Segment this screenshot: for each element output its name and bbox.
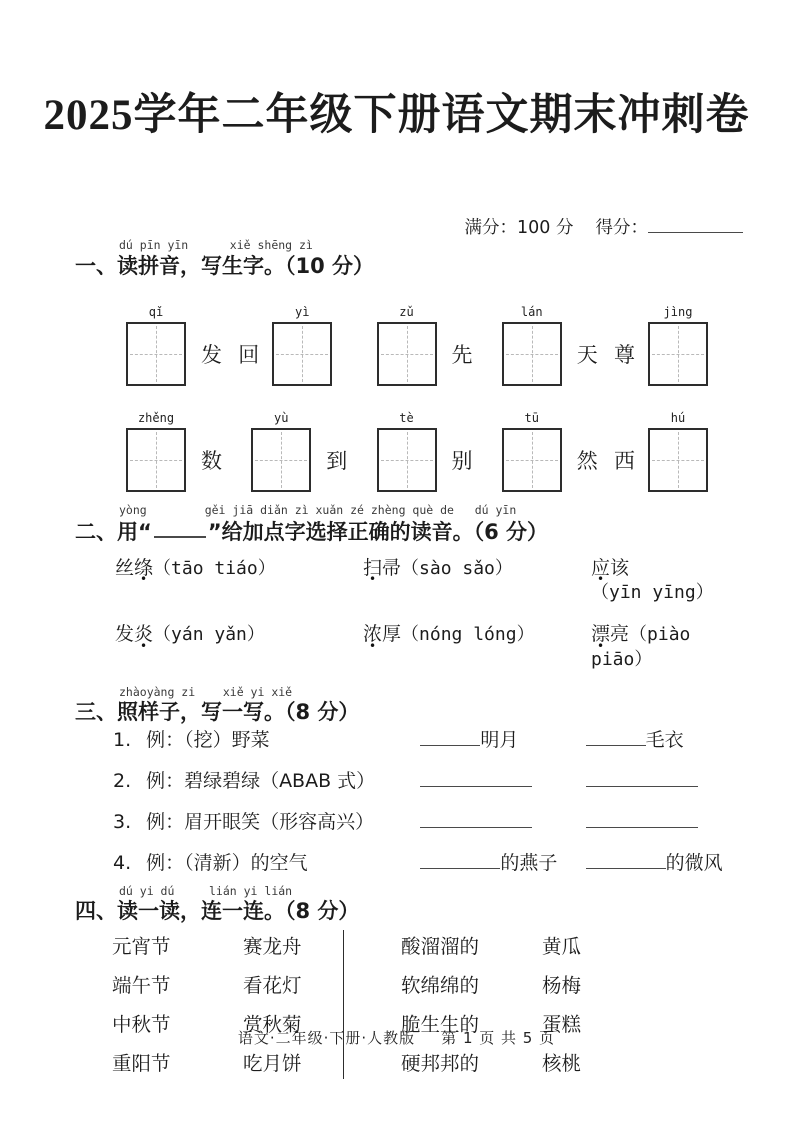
underline-mark-blank [154,517,206,539]
full-score-label: 满分：100 分 [464,217,574,238]
writing-box[interactable] [502,322,562,386]
given-character: 回 [238,342,260,367]
match-item-adjective[interactable]: 软绵绵的 [401,973,480,997]
match-item-food[interactable]: 核桃 [542,1051,582,1075]
match-item-activity[interactable]: 吃月饼 [243,1051,302,1075]
pinyin-options[interactable]: （yīn yīng） [591,582,714,604]
grid-guide-vertical [532,326,533,382]
pinyin-segment: gěi jiā diǎn zì xuǎn zé zhèng què de dú yīn [204,502,517,517]
word-character: 帚 [382,556,402,579]
given-character: 先 [451,342,473,367]
pinyin-label: zhěng [137,410,175,425]
example-row [113,809,751,834]
section-2-heading [75,517,751,546]
answer-blank[interactable] [420,768,532,787]
answer-blank[interactable] [586,727,646,746]
score-input-blank[interactable] [648,215,743,233]
dotted-character: 浓 [363,623,383,646]
grid-guide-vertical [678,432,679,488]
matching-area [112,936,751,1075]
word-character: 丝 [115,556,135,579]
section-3-write-like-example [0,686,793,875]
dotted-character: 绦 [134,556,154,579]
word-character: 发 [115,623,135,646]
write-item [489,304,598,386]
write-item [238,304,347,386]
writing-box[interactable] [126,322,186,386]
adjective-column [401,936,542,1075]
pronunciation-choice-item [363,556,591,605]
grid-guide-vertical [407,326,408,382]
section-1-read-pinyin-write-characters [0,239,793,492]
grid-guide-vertical [281,432,282,488]
writing-box[interactable] [648,428,708,492]
pinyin-segment: yòng [119,502,147,517]
answer-blank[interactable] [586,850,666,869]
match-item-activity[interactable]: 赛龙舟 [243,934,302,958]
example-row [113,768,751,793]
festival-column [112,936,243,1075]
pinyin-options[interactable]: （sào sǎo） [401,557,513,579]
pinyin-options[interactable]: （nóng lóng） [401,624,535,646]
write-item [614,410,723,492]
example-text: 例：（清新）的空气 [146,851,308,874]
pronunciation-choice-item [591,556,751,605]
pronunciation-choice-item [115,556,363,605]
match-item-activity[interactable]: 赏秋菊 [243,1012,302,1036]
suffix-word: 毛衣 [645,728,684,751]
word-character: 厚 [382,623,402,646]
pinyin-label: lán [520,304,543,319]
answer-blank[interactable] [420,850,500,869]
page-title: 2025学年二年级下册语文期末冲刺卷 [43,92,750,139]
writing-box[interactable] [377,428,437,492]
given-character: 然 [576,448,598,473]
pinyin-label: qǐ [148,304,164,319]
dotted-character: 应 [591,556,611,579]
answer-blank[interactable] [586,768,698,787]
match-item-food[interactable]: 黄瓜 [542,934,582,958]
word-character: 该 [610,556,630,579]
grid-guide-vertical [302,326,303,382]
pinyin-label: tè [399,410,414,425]
writing-box[interactable] [272,322,332,386]
section-3-heading: 三、照样子，写一写。（8 分） [75,700,360,725]
write-item [364,304,473,386]
given-character: 西 [614,448,635,473]
match-item-festival[interactable]: 重阳节 [112,1051,171,1075]
item-number: 3. [113,810,132,833]
writing-box[interactable] [648,322,708,386]
pinyin-label [75,504,751,517]
given-character: 到 [326,448,348,473]
pinyin-label: yù [274,410,289,425]
match-item-adjective[interactable]: 酸溜溜的 [401,934,480,958]
pinyin-label: zhàoyàng zi xiě yi xiě [119,684,293,699]
suffix-word: 明月 [480,728,519,751]
section-1-heading: 一、读拼音，写生字。（10 分） [75,253,375,278]
match-item-food[interactable]: 蛋糕 [542,1012,582,1036]
food-column [542,936,581,1075]
pinyin-label: zǔ [399,304,414,319]
answer-blank[interactable] [420,727,480,746]
given-character: 天 [576,342,598,367]
activity-column [243,936,343,1075]
suffix-word: 的微风 [665,851,723,874]
writing-box[interactable] [502,428,562,492]
write-item [489,410,598,492]
answer-blank[interactable] [586,809,698,828]
pinyin-options[interactable]: （tāo tiáo） [153,557,276,579]
match-item-festival[interactable]: 元宵节 [112,934,171,958]
example-row [113,727,751,752]
section-2-choose-correct-pronunciation [0,504,793,672]
match-item-adjective[interactable]: 硬邦邦的 [401,1051,480,1075]
pinyin-label: jìng [663,304,693,319]
writing-row-1 [113,304,723,386]
pinyin-label: yì [295,304,310,319]
grid-guide-vertical [407,432,408,488]
pinyin-label: dú pīn yīn xiě shēng zì [119,237,313,252]
grid-guide-vertical [156,326,157,382]
grid-guide-vertical [156,432,157,488]
write-item [113,410,222,492]
answer-blank[interactable] [420,809,532,828]
pinyin-options[interactable]: （piào piāo） [591,624,691,670]
match-item-adjective[interactable]: 脆生生的 [401,1012,480,1036]
score-label: 得分： [595,217,648,238]
heading-text: 二、用“ [75,519,152,544]
pronunciation-choice-item [591,622,751,671]
grid-guide-vertical [678,326,679,382]
write-item [238,410,347,492]
writing-box[interactable] [251,428,311,492]
dotted-character: 炎 [134,623,154,646]
given-character: 尊 [614,342,635,367]
writing-row-2 [113,410,723,492]
writing-box[interactable] [377,322,437,386]
example-text: 例：碧绿碧绿（ABAB 式） [146,769,376,792]
example-row [113,850,751,875]
dotted-character: 漂 [591,623,611,646]
pronunciation-choice-item [363,622,591,671]
given-character: 发 [201,342,222,367]
dotted-character: 扫 [363,556,383,579]
match-item-festival[interactable]: 中秋节 [112,1012,171,1036]
match-item-festival[interactable]: 端午节 [112,973,171,997]
pronunciation-choice-item [115,622,363,671]
score-line [0,214,793,239]
write-item [614,304,723,386]
pinyin-label: dú yi dú lián yi lián [119,883,293,898]
pinyin-label: hú [670,410,686,425]
heading-text: ”给加点字选择正确的读音。（6 分） [207,519,549,544]
given-character: 别 [451,448,473,473]
example-text: 例：（挖）野菜 [146,728,270,751]
match-item-activity[interactable]: 看花灯 [243,973,302,997]
footer-page-number: 第 1 页 共 5 页 [441,1029,556,1047]
item-number: 2. [113,769,132,792]
page-footer [0,1027,793,1048]
pinyin-options[interactable]: （yán yǎn） [153,624,265,646]
suffix-word: 的燕子 [500,851,558,874]
footer-book-info: 语文·二年级·下册·人教版 [237,1029,416,1047]
example-text: 例：眉开眼笑（形容高兴） [146,810,375,833]
given-character: 数 [201,448,222,473]
section-4-heading: 四、读一读，连一连。（8 分） [75,899,360,924]
column-divider [343,930,344,1079]
writing-box[interactable] [126,428,186,492]
pronunciation-pairs-grid [115,556,751,672]
write-item [364,410,473,492]
grid-guide-vertical [532,432,533,488]
word-character: 亮 [610,623,630,646]
pinyin-label: tū [524,410,539,425]
match-item-food[interactable]: 杨梅 [542,973,582,997]
write-item [113,304,222,386]
item-number: 1. [113,728,132,751]
item-number: 4. [113,851,132,874]
